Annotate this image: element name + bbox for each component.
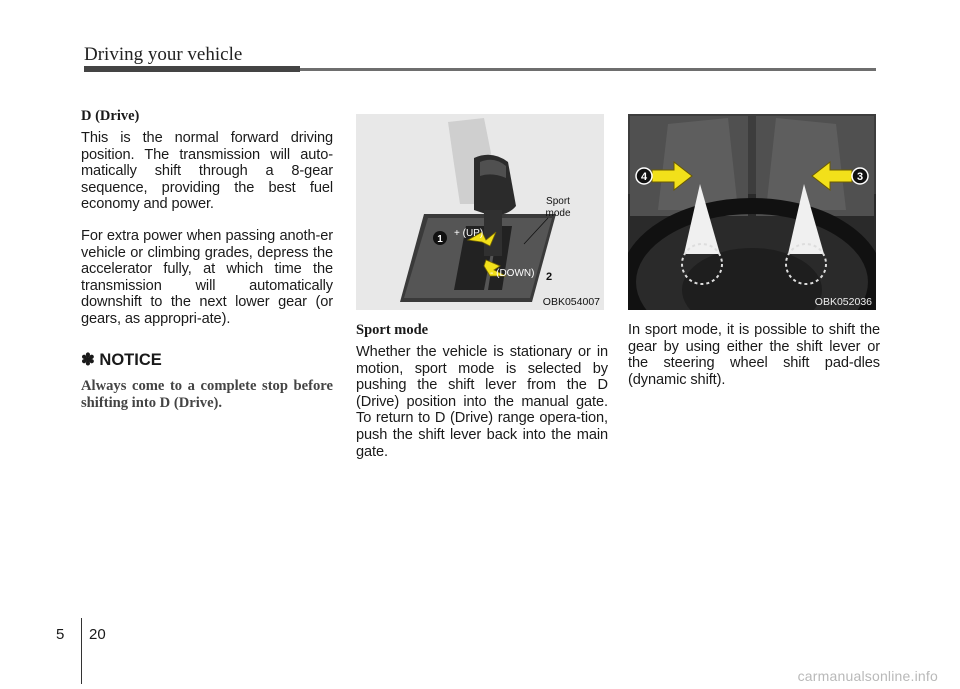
figure-code: OBK054007 — [542, 296, 600, 308]
paddle-shift-illustration — [628, 114, 876, 310]
paddle-shift-figure — [628, 114, 876, 310]
footer-separator — [81, 618, 82, 684]
marker-1: 1 — [437, 234, 443, 245]
mode-label: mode — [545, 208, 571, 219]
paragraph-sport-mode: Whether the vehicle is stationary or in motion, sport mode is selected by pushing the shift lever from the D (Drive) position into the manual gate. To return to D (Drive) range opera-tion, push the shift lever back into the main gate. — [356, 344, 608, 460]
shift-lever-illustration — [356, 114, 604, 310]
watermark: carmanualsonline.info — [797, 668, 938, 684]
column-middle — [356, 108, 608, 475]
up-label: + (UP) — [454, 228, 484, 239]
column-left — [81, 108, 333, 412]
paragraph-drive-2: For extra power when passing anoth-er vehicle or climbing grades, depress the accelerator fully, at which time the transmission will automatically downshift to the next lower gear (or gears, as appropri-ate). — [81, 227, 333, 327]
page-header-title: Driving your vehicle — [84, 44, 243, 65]
paragraph-drive-1: This is the normal forward driving position. The transmission will auto-matically shift through a 8-gear sequence, providing the best fuel economy and power. — [81, 130, 333, 213]
column-right — [628, 108, 880, 403]
marker-3: 3 — [856, 171, 864, 183]
paragraph-paddle-shift: In sport mode, it is possible to shift the gear by using either the shift lever or the steering wheel shift pad-dles (dynamic shift). — [628, 322, 880, 388]
down-label: - (DOWN) — [490, 268, 535, 279]
sport-label: Sport — [546, 196, 570, 207]
shift-lever-figure — [356, 114, 604, 310]
page-number: 20 — [89, 626, 106, 643]
marker-2: 2 — [546, 271, 553, 283]
chapter-number: 5 — [56, 626, 65, 643]
notice-title: ✽ NOTICE — [81, 350, 162, 369]
marker-4: 4 — [640, 171, 648, 183]
figure-code: OBK052036 — [814, 296, 872, 308]
section-heading-sport-mode: Sport mode — [356, 322, 429, 338]
header-rule-accent — [84, 66, 300, 72]
notice-text: Always come to a complete stop before shifting into D (Drive). — [81, 377, 333, 411]
section-heading-drive: D (Drive) — [81, 108, 140, 124]
